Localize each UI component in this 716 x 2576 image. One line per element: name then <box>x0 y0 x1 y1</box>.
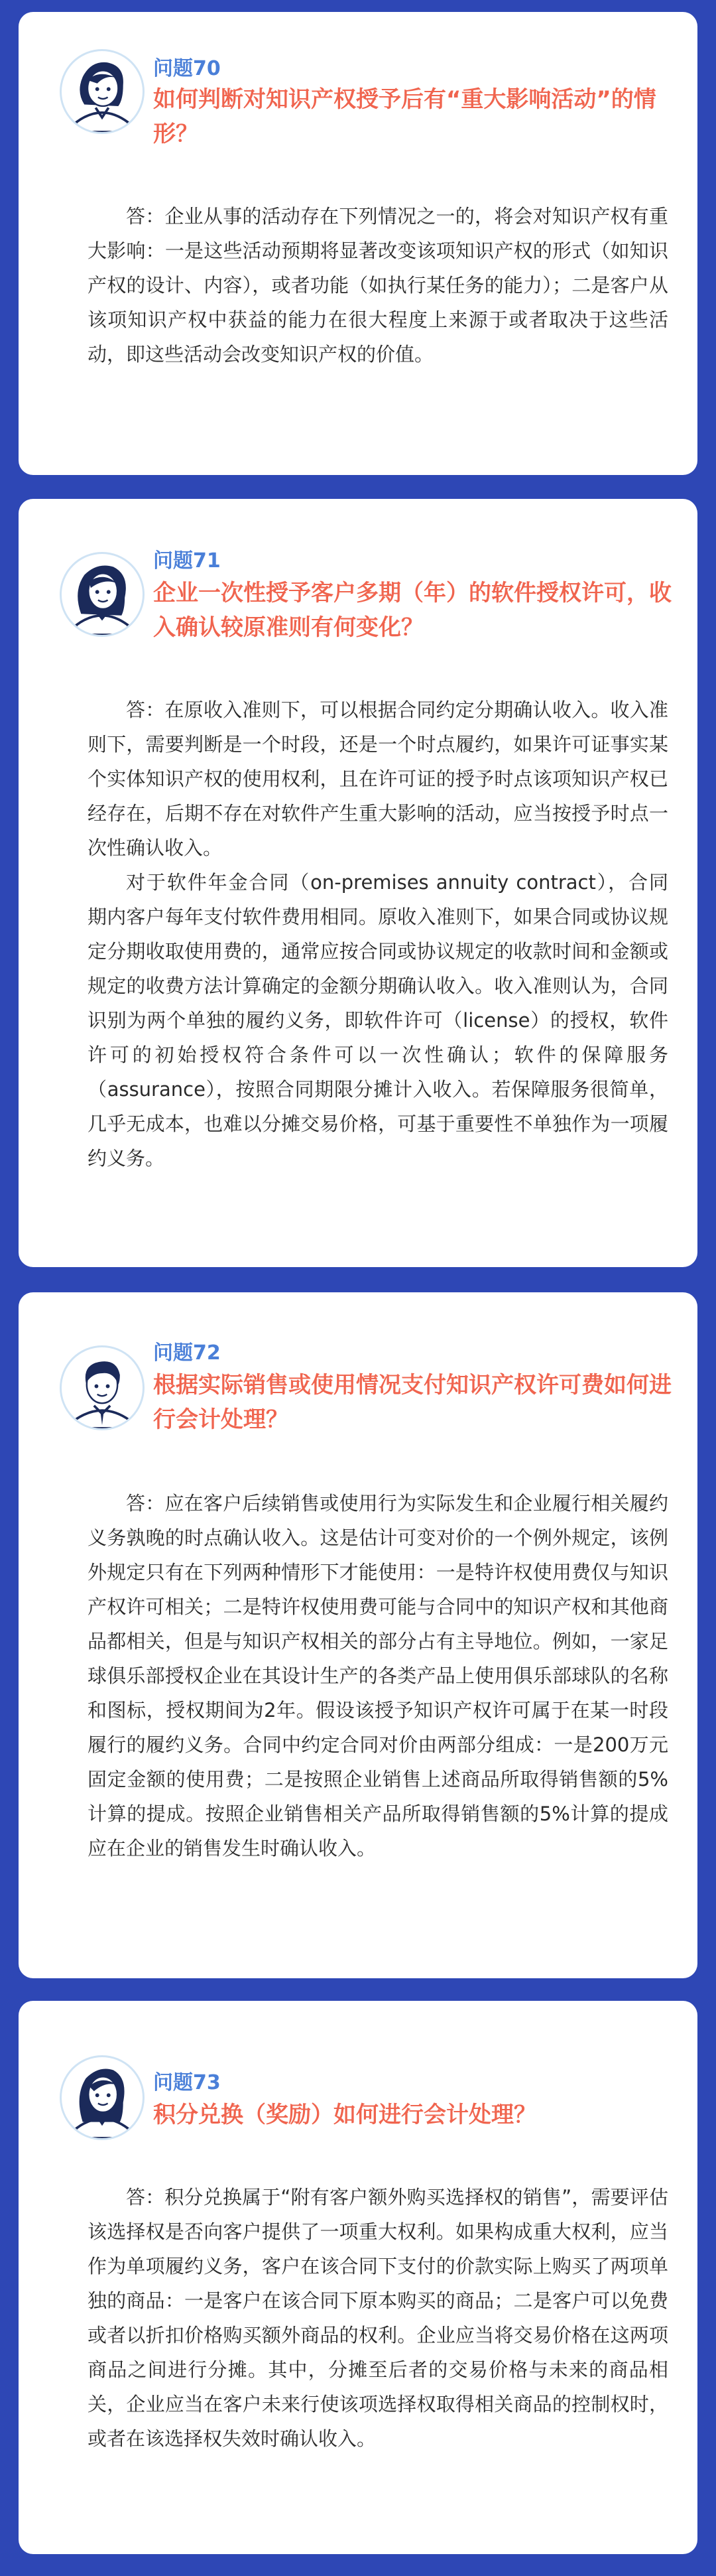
answer-text <box>88 2180 668 2456</box>
question-number: 问题72 <box>153 1341 221 1365</box>
question-title: 如何判断对知识产权授予后有“重大影响活动”的情形？ <box>153 86 656 147</box>
answer-paragraph: 对于软件年金合同（on-premises annuity contract），合同期内客户每年支付软件费用相同。原收入准则下，如果合同或协议规定分期收取使用费的，通常应按合同或协议规定的收款时间和金额或规定的收费方法计算确定的金额分期确认收入。收入准则认为，合同识别为两个单独的履约义务，即软件许可（license）的授权，软件许可的初始授权符合条件可以一次性确认；软件的保障服务（assurance），按照合同期限分摊计入收入。若保障服务很简单，几乎无成本，也难以分摊交易价格，可基于重要性不单独作为一项履约义务。 <box>88 871 668 1170</box>
avatar-woman-icon <box>60 2055 145 2140</box>
question-card-72 <box>19 1292 697 1978</box>
question-number: 问题73 <box>153 2071 221 2094</box>
question-title: 根据实际销售或使用情况支付知识产权许可费如何进行会计处理？ <box>153 1372 672 1433</box>
question-card-70 <box>19 12 697 475</box>
avatar-man-icon <box>60 1345 145 1430</box>
answer-paragraph: 答：应在客户后续销售或使用行为实际发生和企业履行相关履约义务孰晚的时点确认收入。这是估计可变对价的一个例外规定，该例外规定只有在下列两种情形下才能使用：一是特许权使用费仅与知识产权许可相关；二是特许权使用费可能与合同中的知识产权和其他商品都相关，但是与知识产权相关的部分占有主导地位。例如，一家足球俱乐部授权企业在其设计生产的各类产品上使用俱乐部球队的名称和图标，授权期间为2年。假设该授予知识产权许可属于在某一时段履行的履约义务。合同中约定合同对价由两部分组成：一是200万元固定金额的使用费；二是按照企业销售上述商品所取得销售额的5%计算的提成。按照企业销售相关产品所取得销售额的5%计算的提成应在企业的销售发生时确认收入。 <box>88 1492 668 1860</box>
avatar-woman-icon <box>60 552 145 637</box>
answer-text <box>88 1486 668 1865</box>
answer-paragraph: 答：积分兑换属于“附有客户额外购买选择权的销售”，需要评估该选择权是否向客户提供了一项重大权利。如果构成重大权利，应当作为单项履约义务，客户在该合同下支付的价款实际上购买了两项单独的商品：一是客户在该合同下原本购买的商品；二是客户可以免费或者以折扣价格购买额外商品的权利。企业应当将交易价格在这两项商品之间进行分摊。其中，分摊至后者的交易价格与未来的商品相关，企业应当在客户未来行使该项选择权取得相关商品的控制权时，或者在该选择权失效时确认收入。 <box>88 2186 668 2450</box>
question-card-71 <box>19 499 697 1267</box>
question-number: 问题70 <box>153 57 221 80</box>
question-title: 积分兑换（奖励）如何进行会计处理？ <box>153 2102 536 2128</box>
question-title: 企业一次性授予客户多期（年）的软件授权许可，收入确认较原准则有何变化？ <box>153 580 672 641</box>
avatar-woman-icon <box>60 49 145 134</box>
question-number: 问题71 <box>153 549 221 573</box>
answer-text <box>88 693 668 1176</box>
question-card-73 <box>19 2001 697 2554</box>
answer-paragraph: 答：企业从事的活动存在下列情况之一的，将会对知识产权有重大影响：一是这些活动预期将显著改变该项知识产权的形式（如知识产权的设计、内容），或者功能（如执行某任务的能力）；二是客户从该项知识产权中获益的能力在很大程度上来源于或者取决于这些活动，即这些活动会改变知识产权的价值。 <box>88 205 668 366</box>
answer-paragraph: 答：在原收入准则下，可以根据合同约定分期确认收入。收入准则下，需要判断是一个时段，还是一个时点履约，如果许可证事实某个实体知识产权的使用权利，且在许可证的授予时点该项知识产权已经存在，后期不存在对软件产生重大影响的活动，应当按授予时点一次性确认收入。 <box>88 699 668 859</box>
answer-text <box>88 199 668 372</box>
